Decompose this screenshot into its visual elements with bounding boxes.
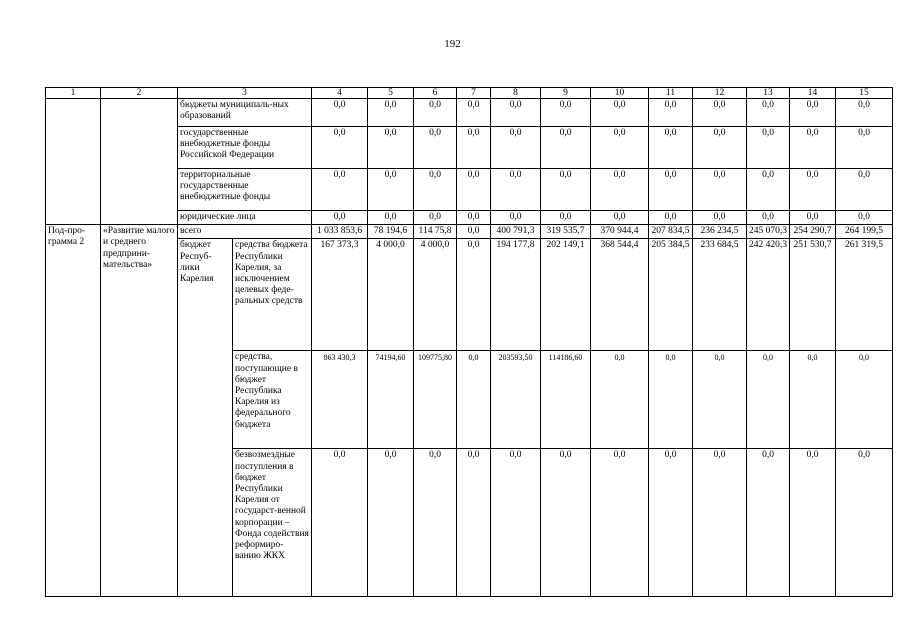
header-cell-14: 14 <box>790 88 836 99</box>
header-cell-6: 6 <box>414 88 457 99</box>
value-cell: 0,0 <box>693 99 747 127</box>
value-cell: 0,0 <box>747 169 790 211</box>
value-cell: 0,0 <box>693 127 747 169</box>
value-cell: 109775,80 <box>414 351 457 449</box>
value-cell: 0,0 <box>541 127 591 169</box>
budget-table <box>45 87 893 597</box>
value-cell: 0,0 <box>491 127 541 169</box>
source-label: бюджеты муниципаль-ных образований <box>178 99 312 127</box>
value-cell: 0,0 <box>649 99 693 127</box>
value-cell: 0,0 <box>457 99 491 127</box>
value-cell: 0,0 <box>414 449 457 597</box>
value-cell: 251 530,7 <box>790 239 836 351</box>
header-cell-3: 3 <box>178 88 312 99</box>
total-label: всего <box>178 225 312 239</box>
value-cell: 0,0 <box>591 99 649 127</box>
subprogram-total-row <box>46 225 893 239</box>
value-cell: 0,0 <box>693 351 747 449</box>
value-cell: 0,0 <box>836 351 893 449</box>
subprogram-name: «Развитие малого и среднего предприни-мательства» <box>101 225 178 597</box>
value-cell: 4 000,0 <box>414 239 457 351</box>
value-cell: 0,0 <box>693 169 747 211</box>
value-cell: 0,0 <box>457 169 491 211</box>
value-cell: 0,0 <box>312 211 368 225</box>
value-cell: 0,0 <box>836 211 893 225</box>
page-number: 192 <box>444 38 461 50</box>
header-cell-11: 11 <box>649 88 693 99</box>
value-cell: 0,0 <box>541 99 591 127</box>
value-cell: 0,0 <box>368 449 414 597</box>
budget-label: бюджет Респуб-лики Карелия <box>178 239 233 597</box>
value-cell: 167 373,3 <box>312 239 368 351</box>
value-cell: 0,0 <box>457 351 491 449</box>
value-cell: 78 194,6 <box>368 225 414 239</box>
value-cell: 254 290,7 <box>790 225 836 239</box>
value-cell: 0,0 <box>414 99 457 127</box>
header-cell-4: 4 <box>312 88 368 99</box>
value-cell: 74194,60 <box>368 351 414 449</box>
value-cell: 236 234,5 <box>693 225 747 239</box>
value-cell: 264 199,5 <box>836 225 893 239</box>
value-cell: 0,0 <box>414 169 457 211</box>
header-cell-7: 7 <box>457 88 491 99</box>
value-cell: 0,0 <box>693 449 747 597</box>
value-cell: 863 430,3 <box>312 351 368 449</box>
value-cell: 0,0 <box>693 211 747 225</box>
value-cell: 0,0 <box>790 211 836 225</box>
value-cell: 0,0 <box>836 99 893 127</box>
header-cell-12: 12 <box>693 88 747 99</box>
value-cell: 0,0 <box>368 99 414 127</box>
value-cell: 0,0 <box>541 449 591 597</box>
value-cell: 0,0 <box>368 127 414 169</box>
source-label: безвозмездные поступления в бюджет Республики Карелия от государст-венной корпорации – Фонда содействия реформиро-ванию ЖКХ <box>233 449 312 597</box>
value-cell: 0,0 <box>312 99 368 127</box>
value-cell: 0,0 <box>491 169 541 211</box>
header-cell-2: 2 <box>101 88 178 99</box>
value-cell: 0,0 <box>649 211 693 225</box>
value-cell: 0,0 <box>368 169 414 211</box>
value-cell: 0,0 <box>541 169 591 211</box>
value-cell: 0,0 <box>457 225 491 239</box>
value-cell: 0,0 <box>649 351 693 449</box>
value-cell: 0,0 <box>649 449 693 597</box>
header-cell-15: 15 <box>836 88 893 99</box>
value-cell: 0,0 <box>457 127 491 169</box>
value-cell: 0,0 <box>312 449 368 597</box>
value-cell: 0,0 <box>312 169 368 211</box>
value-cell: 0,0 <box>836 127 893 169</box>
header-cell-1: 1 <box>46 88 101 99</box>
value-cell: 205 384,5 <box>649 239 693 351</box>
value-cell: 0,0 <box>591 127 649 169</box>
value-cell: 1 033 853,6 <box>312 225 368 239</box>
header-row <box>46 88 893 99</box>
subprogram-code: Под-про-грамма 2 <box>46 225 101 597</box>
value-cell: 114 75,8 <box>414 225 457 239</box>
value-cell: 0,0 <box>790 127 836 169</box>
source-label: средства бюджета Республики Карелия, за исключением целевых феде-ральных средств <box>233 239 312 351</box>
value-cell: 203593,50 <box>491 351 541 449</box>
value-cell: 207 834,5 <box>649 225 693 239</box>
value-cell: 4 000,0 <box>368 239 414 351</box>
value-cell: 233 684,5 <box>693 239 747 351</box>
value-cell: 0,0 <box>591 351 649 449</box>
value-cell: 0,0 <box>747 351 790 449</box>
header-cell-8: 8 <box>491 88 541 99</box>
value-cell: 0,0 <box>836 169 893 211</box>
value-cell: 261 319,5 <box>836 239 893 351</box>
empty-cell-col2 <box>101 99 178 225</box>
value-cell: 0,0 <box>591 211 649 225</box>
value-cell: 0,0 <box>414 127 457 169</box>
value-cell: 0,0 <box>649 127 693 169</box>
value-cell: 0,0 <box>591 169 649 211</box>
table-row <box>46 99 893 127</box>
value-cell: 0,0 <box>747 449 790 597</box>
value-cell: 0,0 <box>790 169 836 211</box>
source-label: юридические лица <box>178 211 312 225</box>
value-cell: 0,0 <box>541 211 591 225</box>
value-cell: 0,0 <box>414 211 457 225</box>
value-cell: 0,0 <box>491 99 541 127</box>
value-cell: 114186,60 <box>541 351 591 449</box>
header-cell-5: 5 <box>368 88 414 99</box>
value-cell: 0,0 <box>457 211 491 225</box>
value-cell: 0,0 <box>790 351 836 449</box>
value-cell: 0,0 <box>747 99 790 127</box>
value-cell: 0,0 <box>491 449 541 597</box>
value-cell: 242 420,3 <box>747 239 790 351</box>
header-cell-10: 10 <box>591 88 649 99</box>
value-cell: 0,0 <box>457 449 491 597</box>
value-cell: 0,0 <box>491 211 541 225</box>
header-cell-13: 13 <box>747 88 790 99</box>
table-body <box>46 88 893 597</box>
source-label: средства, поступающие в бюджет Республика Карелия из федерального бюджета <box>233 351 312 449</box>
source-label: государственные внебюджетные фонды Российской Федерации <box>178 127 312 169</box>
value-cell: 0,0 <box>836 449 893 597</box>
value-cell: 0,0 <box>790 449 836 597</box>
value-cell: 194 177,8 <box>491 239 541 351</box>
value-cell: 0,0 <box>649 169 693 211</box>
empty-cell-col1 <box>46 99 101 225</box>
value-cell: 368 544,4 <box>591 239 649 351</box>
value-cell: 0,0 <box>368 211 414 225</box>
value-cell: 0,0 <box>747 211 790 225</box>
value-cell: 0,0 <box>591 449 649 597</box>
value-cell: 370 944,4 <box>591 225 649 239</box>
value-cell: 0,0 <box>312 127 368 169</box>
value-cell: 0,0 <box>790 99 836 127</box>
source-label: территориальные государственные внебюджетные фонды <box>178 169 312 211</box>
value-cell: 319 535,7 <box>541 225 591 239</box>
value-cell: 202 149,1 <box>541 239 591 351</box>
value-cell: 0,0 <box>457 239 491 351</box>
value-cell: 245 070,3 <box>747 225 790 239</box>
value-cell: 0,0 <box>747 127 790 169</box>
value-cell: 400 791,3 <box>491 225 541 239</box>
header-cell-9: 9 <box>541 88 591 99</box>
